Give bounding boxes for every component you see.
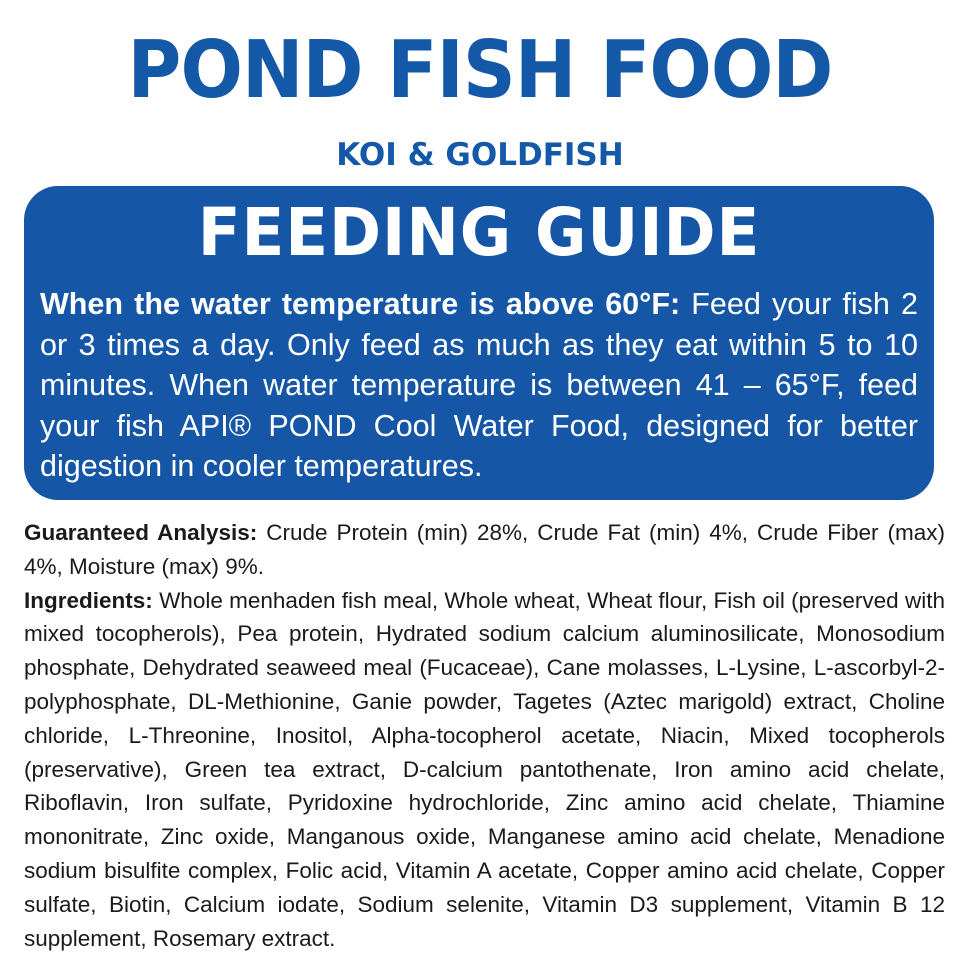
- feeding-guide-lead: When the water temperature is above 60°F:: [40, 287, 681, 321]
- feeding-guide-heading: FEEDING GUIDE: [197, 194, 761, 271]
- feeding-guide-text: [40, 284, 918, 487]
- product-title: POND FISH FOOD: [127, 24, 833, 116]
- feeding-guide-body: Feed your fish 2 or 3 times a day. Only feed as much as they eat within 5 to 10 minutes. When water temperature is between 41 – 65°F, feed your fish API® POND Cool Water Food, designed for better digestion in cooler temperatures.: [40, 287, 919, 483]
- ingredients-label: Ingredients:: [24, 587, 153, 613]
- guaranteed-analysis: [24, 516, 945, 584]
- guaranteed-analysis-label: Guaranteed Analysis:: [24, 520, 258, 545]
- ingredients: [24, 584, 945, 956]
- ingredients-text: Whole menhaden fish meal, Whole wheat, Wheat flour, Fish oil (preserved with mixed tocopherols), Pea protein, Hydrated sodium calcium aluminosilicate, Monosodium phosphate, Dehydrated seaweed meal (Fucaceae), Cane molasses, L-Lysine, L-ascorbyl-2-polyphosphate, DL-Methionine, Ganie powder, Tagetes (Aztec marigold) extract, Choline chloride, L-Threonine, Inositol, Alpha-tocopherol acetate, Niacin, Mixed tocopherols (preservative), Green tea extract, D-calcium pantothenate, Iron amino acid chelate, Riboflavin, Iron sulfate, Pyridoxine hydrochloride, Zinc amino acid chelate, Thiamine mononitrate, Zinc oxide, Manganous oxide, Manganese amino acid chelate, Menadione sodium bisulfite complex, Folic acid, Vitamin A acetate, Copper amino acid chelate, Copper sulfate, Biotin, Calcium iodate, Sodium selenite, Vitamin D3 supplement, Vitamin B 12 supplement, Rosemary extract.: [24, 587, 945, 951]
- label-details: [24, 516, 945, 955]
- guaranteed-analysis-text: Crude Protein (min) 28%, Crude Fat (min) 4%, Crude Fiber (max) 4%, Moisture (max) 9%.: [24, 520, 945, 579]
- product-subtitle: KOI & GOLDFISH: [336, 137, 624, 173]
- feeding-guide-panel: [24, 186, 934, 500]
